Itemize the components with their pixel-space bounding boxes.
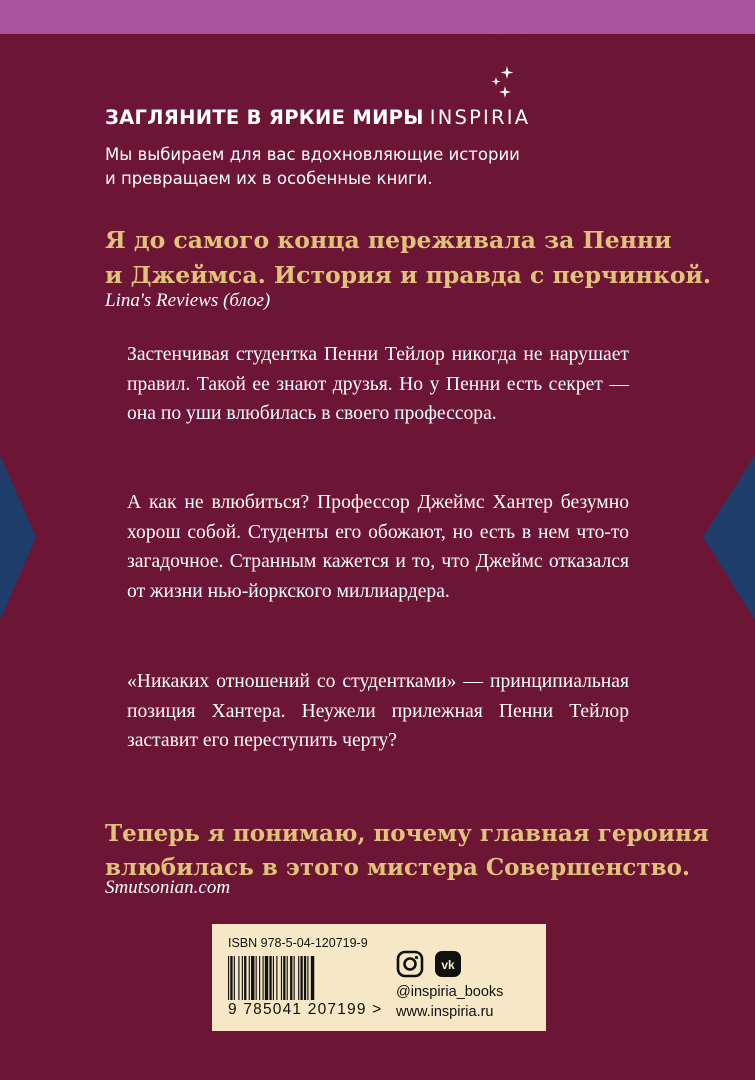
sparkle-icon <box>488 66 516 100</box>
isbn-number: 9 785041 207199 > <box>228 1001 383 1018</box>
social-icons <box>396 950 468 983</box>
paragraph-text: Застенчивая студентка Пенни Тейлор никогда не нарушает правил. Такой ее знают друзья. Но у Пенни есть секрет — она по уши влюбилась в своего профессора. <box>127 344 629 424</box>
review-quote-1 <box>105 223 712 293</box>
isbn-label-box <box>212 924 546 1031</box>
series-intro <box>105 143 575 191</box>
quote-line: Я до самого конца переживала за Пенни <box>105 226 672 254</box>
review-quote-2 <box>105 817 709 885</box>
description-paragraph-3 <box>127 667 629 756</box>
tagline-text: ЗАГЛЯНИТЕ В ЯРКИЕ МИРЫ <box>105 106 424 129</box>
series-tagline <box>105 106 530 129</box>
review-source-2: Smutsonian.com <box>105 877 231 898</box>
quote-line: влюбилась в этого мистера Совершенство. <box>105 854 690 881</box>
svg-text:vk: vk <box>441 958 455 972</box>
instagram-icon[interactable] <box>396 950 424 978</box>
paragraph-text: «Никаких отношений со студентками» — принципиальная позиция Хантера. Неужели прилежная Пенни Тейлор заставит его переступить черту? <box>127 671 629 751</box>
vk-icon[interactable] <box>434 950 462 978</box>
top-notch-decoration <box>0 0 755 60</box>
right-diamond-decoration <box>703 455 755 620</box>
quote-line: Теперь я понимаю, почему главная героиня <box>105 820 709 847</box>
intro-line: и превращаем их в особенные книги. <box>105 169 433 188</box>
website-link[interactable]: www.inspiria.ru <box>396 1004 494 1020</box>
barcode-icon <box>228 956 378 1000</box>
left-diamond-decoration <box>0 455 40 620</box>
paragraph-text: А как не влюбиться? Профессор Джеймс Хантер безумно хорош собой. Студенты его обожают, но есть в нем что-то загадочное. Странным кажется и то, что Джеймс отказался от жизни нью-йоркского миллиардера. <box>127 492 629 602</box>
social-handle[interactable]: @inspiria_books <box>396 984 504 1000</box>
isbn-text: ISBN 978-5-04-120719-9 <box>228 936 368 950</box>
description-paragraph-2 <box>127 488 629 606</box>
brand-name: INSPIRIA <box>429 106 531 129</box>
description-paragraph-1 <box>127 340 629 429</box>
quote-line: и Джеймса. История и правда с перчинкой. <box>105 261 712 289</box>
intro-line: Мы выбираем для вас вдохновляющие истории <box>105 145 520 164</box>
review-source-1: Lina's Reviews (блог) <box>105 290 271 311</box>
